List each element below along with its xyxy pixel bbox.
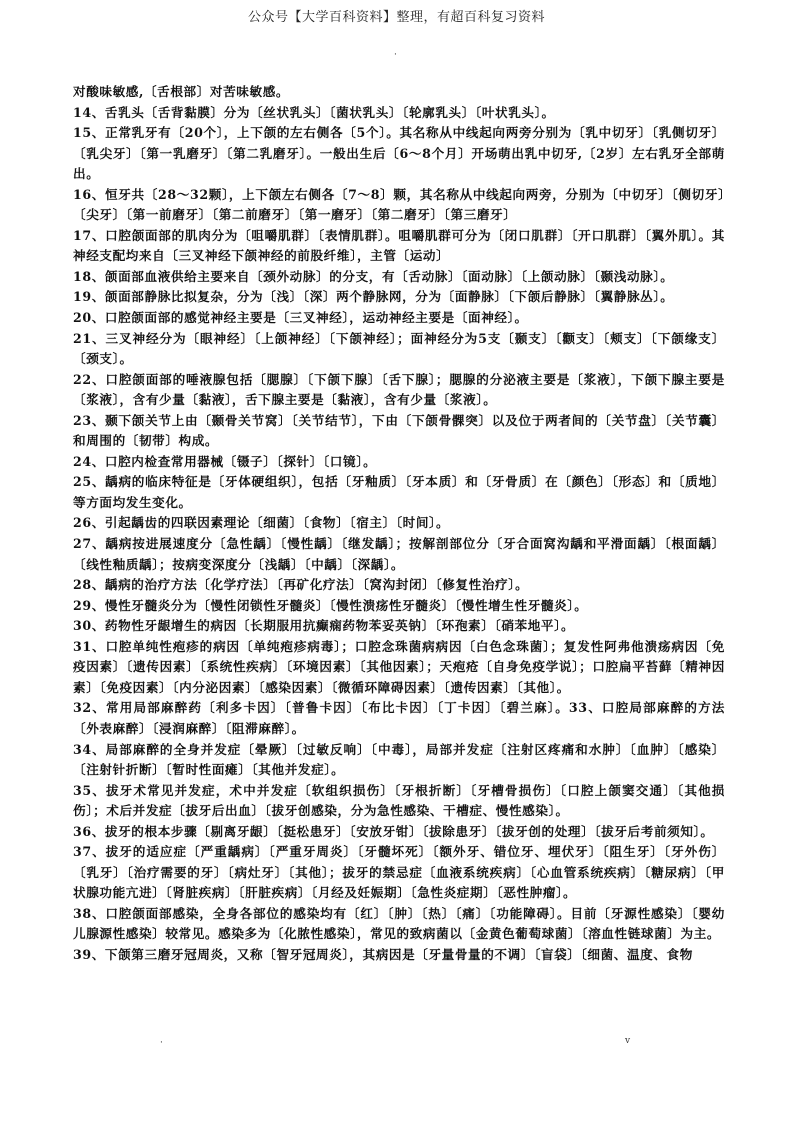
- paragraph-30: 30、药物性牙龈增生的病因〔长期服用抗癫痫药物苯妥英钠〕〔环孢素〕〔硝苯地平〕。: [73, 618, 575, 634]
- paragraph-taste: 对酸味敏感,〔舌根部〕对苦味敏感。: [73, 84, 290, 99]
- paragraph-15: 15、正常乳牙有〔20个〕，上下颌的左右侧各〔5个〕。其名称从中线起向两旁分别为〔乳中切牙〕〔乳侧切牙〕〔乳尖牙〕〔第一乳磨牙〕〔第二乳磨牙〕。一般出生后〔6～8个月〕开场萌出乳中切牙,〔2岁〕左右乳牙全部萌出。: [73, 125, 725, 182]
- paragraph-39: 39、下颌第三磨牙冠周炎，又称〔智牙冠周炎〕，其病因是〔牙量骨量的不调〕〔盲袋〕〔细菌、温度、食物: [73, 946, 693, 962]
- paragraph-37: 37、拔牙的适应症〔严重龋病〕〔严重牙周炎〕〔牙髓坏死〕〔额外牙、错位牙、埋伏牙〕〔阻生牙〕〔牙外伤〕〔乳牙〕〔治疗需要的牙〕〔病灶牙〕〔其他〕；拔牙的禁忌症〔血液系统疾病〕〔心血管系统疾病〕〔糖尿病〕〔甲状腺功能亢进〕〔肾脏疾病〕〔肝脏疾病〕〔月经及妊娠期〕〔急性炎症期〕〔恶性肿瘤〕。: [73, 844, 725, 901]
- top-dot-mark: ·: [394, 50, 397, 60]
- paragraph-38: 38、口腔颌面部感染，全身各部位的感染均有〔红〕〔肿〕〔热〕〔痛〕〔功能障碍〕。目前〔牙源性感染〕〔婴幼儿腺源性感染〕较常见。感染多为〔化脓性感染〕，常见的致病菌以〔金黄色葡萄球菌〕〔溶血性链球菌〕为主。: [73, 905, 725, 942]
- paragraph-36: 36、拔牙的根本步骤〔剔离牙龈〕〔挺松患牙〕〔安放牙钳〕〔拔除患牙〕〔拔牙创的处理〕〔拔牙后考前须知〕。: [73, 823, 714, 839]
- document-body: [73, 82, 725, 966]
- paragraph-22: 22、口腔颌面部的唾液腺包括〔腮腺〕〔下颌下腺〕〔舌下腺〕；腮腺的分泌液主要是〔浆液〕，下颌下腺主要是〔浆液〕，含有少量〔黏液〕，舌下腺主要是〔黏液〕，含有少量〔浆液〕。: [73, 371, 725, 408]
- paragraph-23: 23、颞下颌关节上由〔颞骨关节窝〕〔关节结节〕，下由〔下颌骨髁突〕以及位于两者间的〔关节盘〕〔关节囊〕和周围的〔韧带〕构成。: [73, 412, 725, 449]
- paragraph-29: 29、慢性牙髓炎分为〔慢性闭锁性牙髓炎〕〔慢性溃疡性牙髓炎〕〔慢性增生性牙髓炎〕。: [73, 597, 588, 613]
- paragraph-24: 24、口腔内检查常用器械〔镊子〕〔探针〕〔口镜〕。: [73, 453, 377, 469]
- paragraph-20: 20、口腔颌面部的感觉神经主要是〔三叉神经〕，运动神经主要是〔面神经〕。: [73, 310, 528, 326]
- paragraph-25: 25、龋病的临床特征是〔牙体硬组织〕，包括〔牙釉质〕〔牙本质〕和〔牙骨质〕在〔颜色〕〔形态〕和〔质地〕等方面均发生变化。: [73, 474, 725, 510]
- paragraph-35: 35、拔牙术常见并发症，术中并发症〔软组织损伤〕〔牙根折断〕〔牙槽骨损伤〕〔口腔上颌窦交通〕〔其他损伤〕；术后并发症〔拔牙后出血〕〔拔牙创感染，分为急性感染、干槽症、慢性感染〕。: [73, 782, 725, 819]
- paragraph-28: 28、龋病的治疗方法〔化学疗法〕〔再矿化疗法〕〔窝沟封闭〕〔修复性治疗〕。: [73, 577, 529, 593]
- paragraph-26: 26、引起龋齿的四联因素理论〔细菌〕〔食物〕〔宿主〕〔时间〕。: [73, 515, 450, 531]
- paragraph-32-33: 32、常用局部麻醉药〔利多卡因〕〔普鲁卡因〕〔布比卡因〕〔丁卡因〕〔碧兰麻〕。33、口腔局部麻醉的方法〔外表麻醉〕〔浸润麻醉〕〔阻滞麻醉〕。: [73, 700, 725, 736]
- page-header: 公众号【大学百科资料】整理，有超百科复习资料: [247, 10, 545, 25]
- paragraph-16: 16、恒牙共〔28～32颗〕，上下颌左右侧各〔7～8〕颗，其名称从中线起向两旁，分别为〔中切牙〕〔侧切牙〕〔尖牙〕〔第一前磨牙〕〔第二前磨牙〕〔第一磨牙〕〔第二磨牙〕〔第三磨牙〕: [73, 186, 725, 223]
- paragraph-27: 27、龋病按进展速度分〔急性龋〕〔慢性龋〕〔继发龋〕；按解剖部位分〔牙合面窝沟龋和平滑面龋〕〔根面龋〕〔线性釉质龋〕；按病变深度分〔浅龋〕〔中龋〕〔深龋〕。: [73, 536, 725, 572]
- paragraph-17: 17、口腔颌面部的肌肉分为〔咀嚼肌群〕〔表情肌群〕。咀嚼肌群可分为〔闭口肌群〕〔开口肌群〕〔翼外肌〕。其神经支配均来自〔三叉神经下颌神经的前股纤维〕，主管〔运动〕: [73, 227, 725, 264]
- bottom-left-dot-mark: ·: [160, 1038, 163, 1048]
- paragraph-31: 31、口腔单纯性疱疹的病因〔单纯疱疹病毒〕；口腔念珠菌病病因〔白色念珠菌〕；复发性阿弗他溃疡病因〔免疫因素〕〔遗传因素〕〔系统性疾病〕〔环境因素〕〔其他因素〕；天疱疮〔自身免疫学说〕；口腔扁平苔藓〔精神因素〕〔免疫因素〕〔内分泌因素〕〔感染因素〕〔微循环障碍因素〕〔遗传因素〕〔其他〕。: [73, 638, 725, 695]
- bottom-right-v-mark: v: [625, 1036, 631, 1046]
- paragraph-21: 21、三叉神经分为〔眼神经〕〔上颌神经〕〔下颌神经〕；面神经分为5支〔颞支〕〔颧支〕〔颊支〕〔下颌缘支〕〔颈支〕。: [73, 330, 725, 367]
- paragraph-18: 18、颌面部血液供给主要来自〔颈外动脉〕的分支，有〔舌动脉〕〔面动脉〕〔上颌动脉〕〔颞浅动脉〕。: [73, 268, 674, 284]
- paragraph-19: 19、颌面部静脉比拟复杂，分为〔浅〕〔深〕两个静脉网，分为〔面静脉〕〔下颌后静脉〕〔翼静脉丛〕。: [73, 289, 674, 305]
- paragraph-14: 14、舌乳头〔舌背黏膜〕分为〔丝状乳头〕〔菌状乳头〕〔轮廓乳头〕〔叶状乳头〕。: [73, 104, 555, 120]
- paragraph-34: 34、局部麻醉的全身并发症〔晕厥〕〔过敏反响〕〔中毒〕，局部并发症〔注射区疼痛和水肿〕〔血肿〕〔感染〕〔注射针折断〕〔暂时性面瘫〕〔其他并发症〕。: [73, 741, 725, 778]
